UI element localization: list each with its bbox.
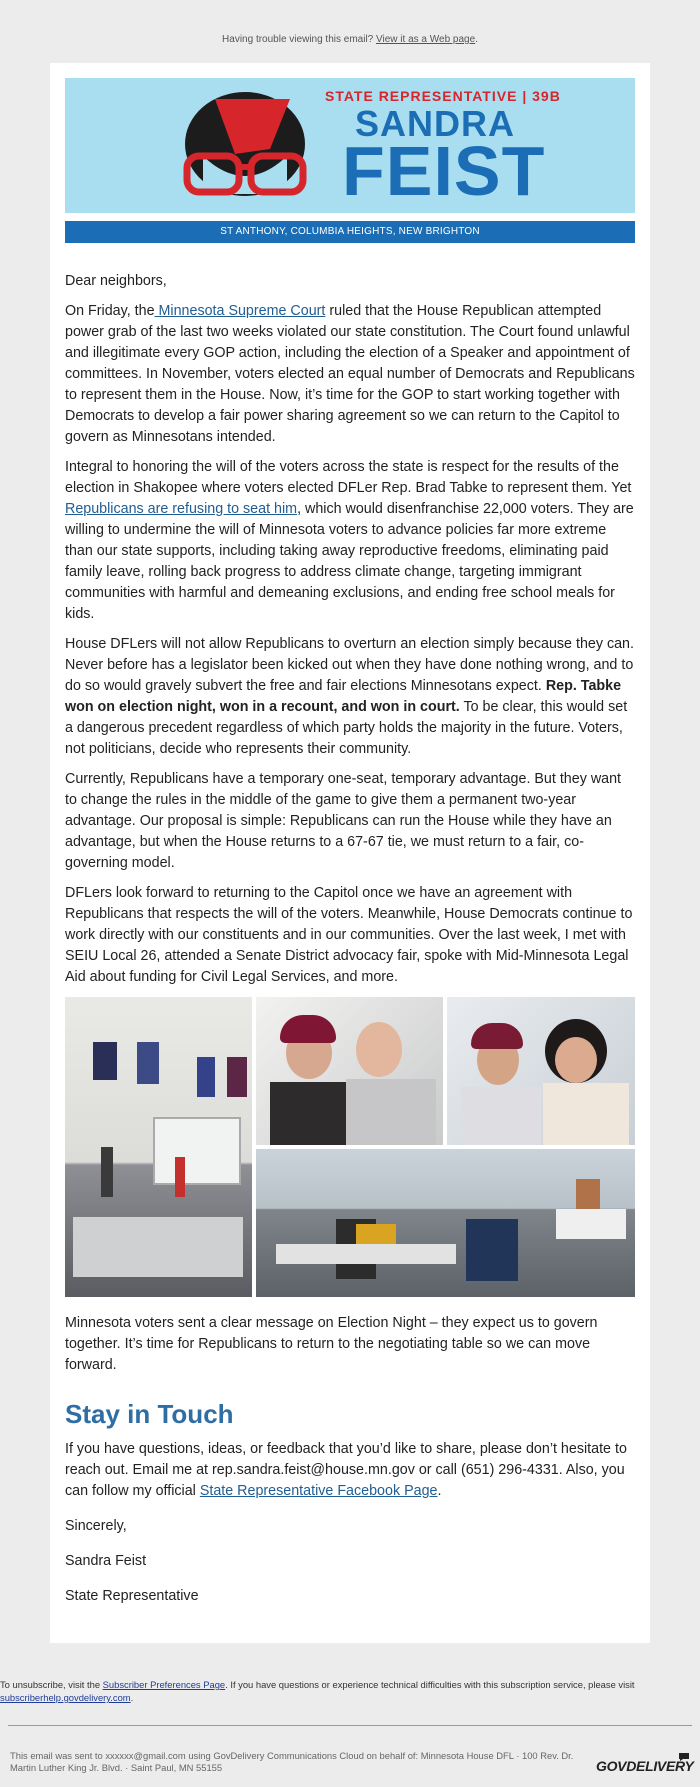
trouble-viewing-note: Having trouble viewing this email? View it as a Web page. bbox=[222, 34, 478, 45]
meeting-photo bbox=[256, 1149, 635, 1297]
p2-text-a: Integral to honoring the will of the voters across the state is respect for the results of the election in Shakopee where voters elected DFLer Rep. Brad Tabke to represent them. Yet bbox=[65, 459, 632, 496]
govdelivery-logo[interactable] bbox=[596, 1758, 694, 1774]
signoff: Sincerely, bbox=[65, 1518, 127, 1534]
paragraph-supreme-court bbox=[65, 301, 635, 448]
paragraph-overturn bbox=[65, 634, 635, 760]
paragraph-shakopee bbox=[65, 457, 635, 625]
photo-collage bbox=[65, 997, 635, 1297]
stay-in-touch-heading: Stay in Touch bbox=[65, 1399, 234, 1429]
footer-divider bbox=[8, 1725, 692, 1726]
facebook-page-link[interactable]: State Representative Facebook Page bbox=[199, 1483, 438, 1499]
unsubscribe-text-b: . If you have questions or experience technical difficulties with this subscription service, please visit bbox=[225, 1679, 635, 1690]
paragraph-contact bbox=[65, 1439, 635, 1502]
p3-text-b: To be clear, this would set a dangerous precedent regardless of which party holds the majority in the future. Voters, not politicians, decide who represents their community. bbox=[65, 699, 628, 757]
unsubscribe-text-a: To unsubscribe, visit the bbox=[0, 1679, 103, 1690]
signature-title: State Representative bbox=[65, 1588, 199, 1604]
p7-text-a: If you have questions, ideas, or feedback that you’d like to share, please don’t hesitate to reach out. Email me at rep.sandra.feist@house.mn.gov or call (651) 296-4331. Also, you can follow my official bbox=[65, 1441, 627, 1499]
email-body bbox=[65, 271, 635, 1616]
last-name: FEIST bbox=[342, 132, 546, 210]
p1-text-a: On Friday, the bbox=[65, 303, 155, 319]
feist-logo-icon bbox=[175, 84, 315, 214]
refusing-to-seat-link[interactable]: Republicans are refusing to seat him bbox=[65, 501, 298, 517]
speech-bubble-icon bbox=[678, 1752, 690, 1762]
selfie-photo-two bbox=[447, 997, 635, 1145]
office-title: STATE REPRESENTATIVE | 39B bbox=[325, 88, 561, 104]
email-card bbox=[50, 63, 650, 1643]
p3-bold-text: Rep. Tabke won on election night, won in a recount, and won in court. bbox=[65, 678, 622, 715]
paragraph-clear-message: Minnesota voters sent a clear message on Election Night – they expect us to govern together. It’s time for Republicans to return to the negotiating table so we can move forward. bbox=[65, 1315, 598, 1373]
header-banner bbox=[65, 78, 635, 213]
view-as-web-page-link[interactable]: View it as a Web page bbox=[376, 34, 476, 45]
greeting: Dear neighbors, bbox=[65, 273, 167, 289]
subscriber-preferences-link[interactable]: Subscriber Preferences Page bbox=[102, 1679, 226, 1690]
paragraph-advantage: Currently, Republicans have a temporary one-seat, temporary advantage. But they want to change the rules in the middle of the game to give them a permanent two-year advantage. Our proposal is simple: Republicans can run the House while they have an advantage, but when the House returns to a 67-67 tie, we must return to a fair, co-governing model. bbox=[65, 771, 622, 871]
trouble-viewing-text: Having trouble viewing this email? bbox=[222, 34, 374, 45]
signature-name: Sandra Feist bbox=[65, 1553, 147, 1569]
selfie-photo-one bbox=[256, 997, 443, 1145]
classroom-photo bbox=[65, 997, 252, 1297]
p1-text-b: ruled that the House Republican attempted power grab of the last two weeks violated our state constitution. The Court found unlawful and illegitimate every GOP action, including the election of a Speaker and appointment of committees. In November, voters elected an equal number of Democrats and Republicans to represent them in the House. Now, it’s time for the GOP to start working together with Democrats to develop a fair power sharing agreement so we can return to the Capitol to govern as Minnesotans intended. bbox=[65, 303, 635, 445]
p7-text-b: . bbox=[437, 1483, 442, 1499]
unsubscribe-text-end: . bbox=[130, 1692, 134, 1703]
unsubscribe-note bbox=[0, 1678, 690, 1704]
first-name: SANDRA bbox=[355, 103, 516, 144]
district-strip: ST ANTHONY, COLUMBIA HEIGHTS, NEW BRIGHTON bbox=[65, 221, 635, 243]
subscriber-help-link[interactable]: subscriberhelp.govdelivery.com bbox=[0, 1692, 131, 1703]
sent-to-note: This email was sent to xxxxxx@gmail.com using GovDelivery Communications Cloud on behalf of: Minnesota House DFL · 100 Rev. Dr. Martin Luther King Jr. Blvd. · Saint Paul, MN 55155 bbox=[10, 1750, 574, 1773]
p2-text-b: , which would disenfranchise 22,000 voters. They are willing to undermine the will of Minnesota voters to advance policies far more extreme than our state supports, including taking away reproductive freedoms, eliminating paid family leave, rolling back progress to address climate change, targeting immigrant communities with harmful and demeaning exclusions, and ending free school meals for kids. bbox=[65, 501, 634, 622]
paragraph-community: DFLers look forward to returning to the Capitol once we have an agreement with Republicans that respects the will of the voters. Meanwhile, House Democrats continue to work directly with our constituents and in our communities. Over the last week, I met with SEIU Local 26, attended a Senate District advocacy fair, spoke with Mid-Minnesota Legal Aid about funding for Civil Legal Services, and more. bbox=[65, 885, 633, 985]
p3-text-a: House DFLers will not allow Republicans to overturn an election simply because they can. Never before has a legislator been kicked out when they have done nothing wrong, and to do so would gravely subvert the free and fair elections Minnesotans expect. bbox=[65, 636, 634, 694]
govdelivery-wordmark: GOVDELIVERY bbox=[596, 1758, 694, 1774]
supreme-court-link[interactable]: Minnesota Supreme Court bbox=[154, 303, 326, 319]
